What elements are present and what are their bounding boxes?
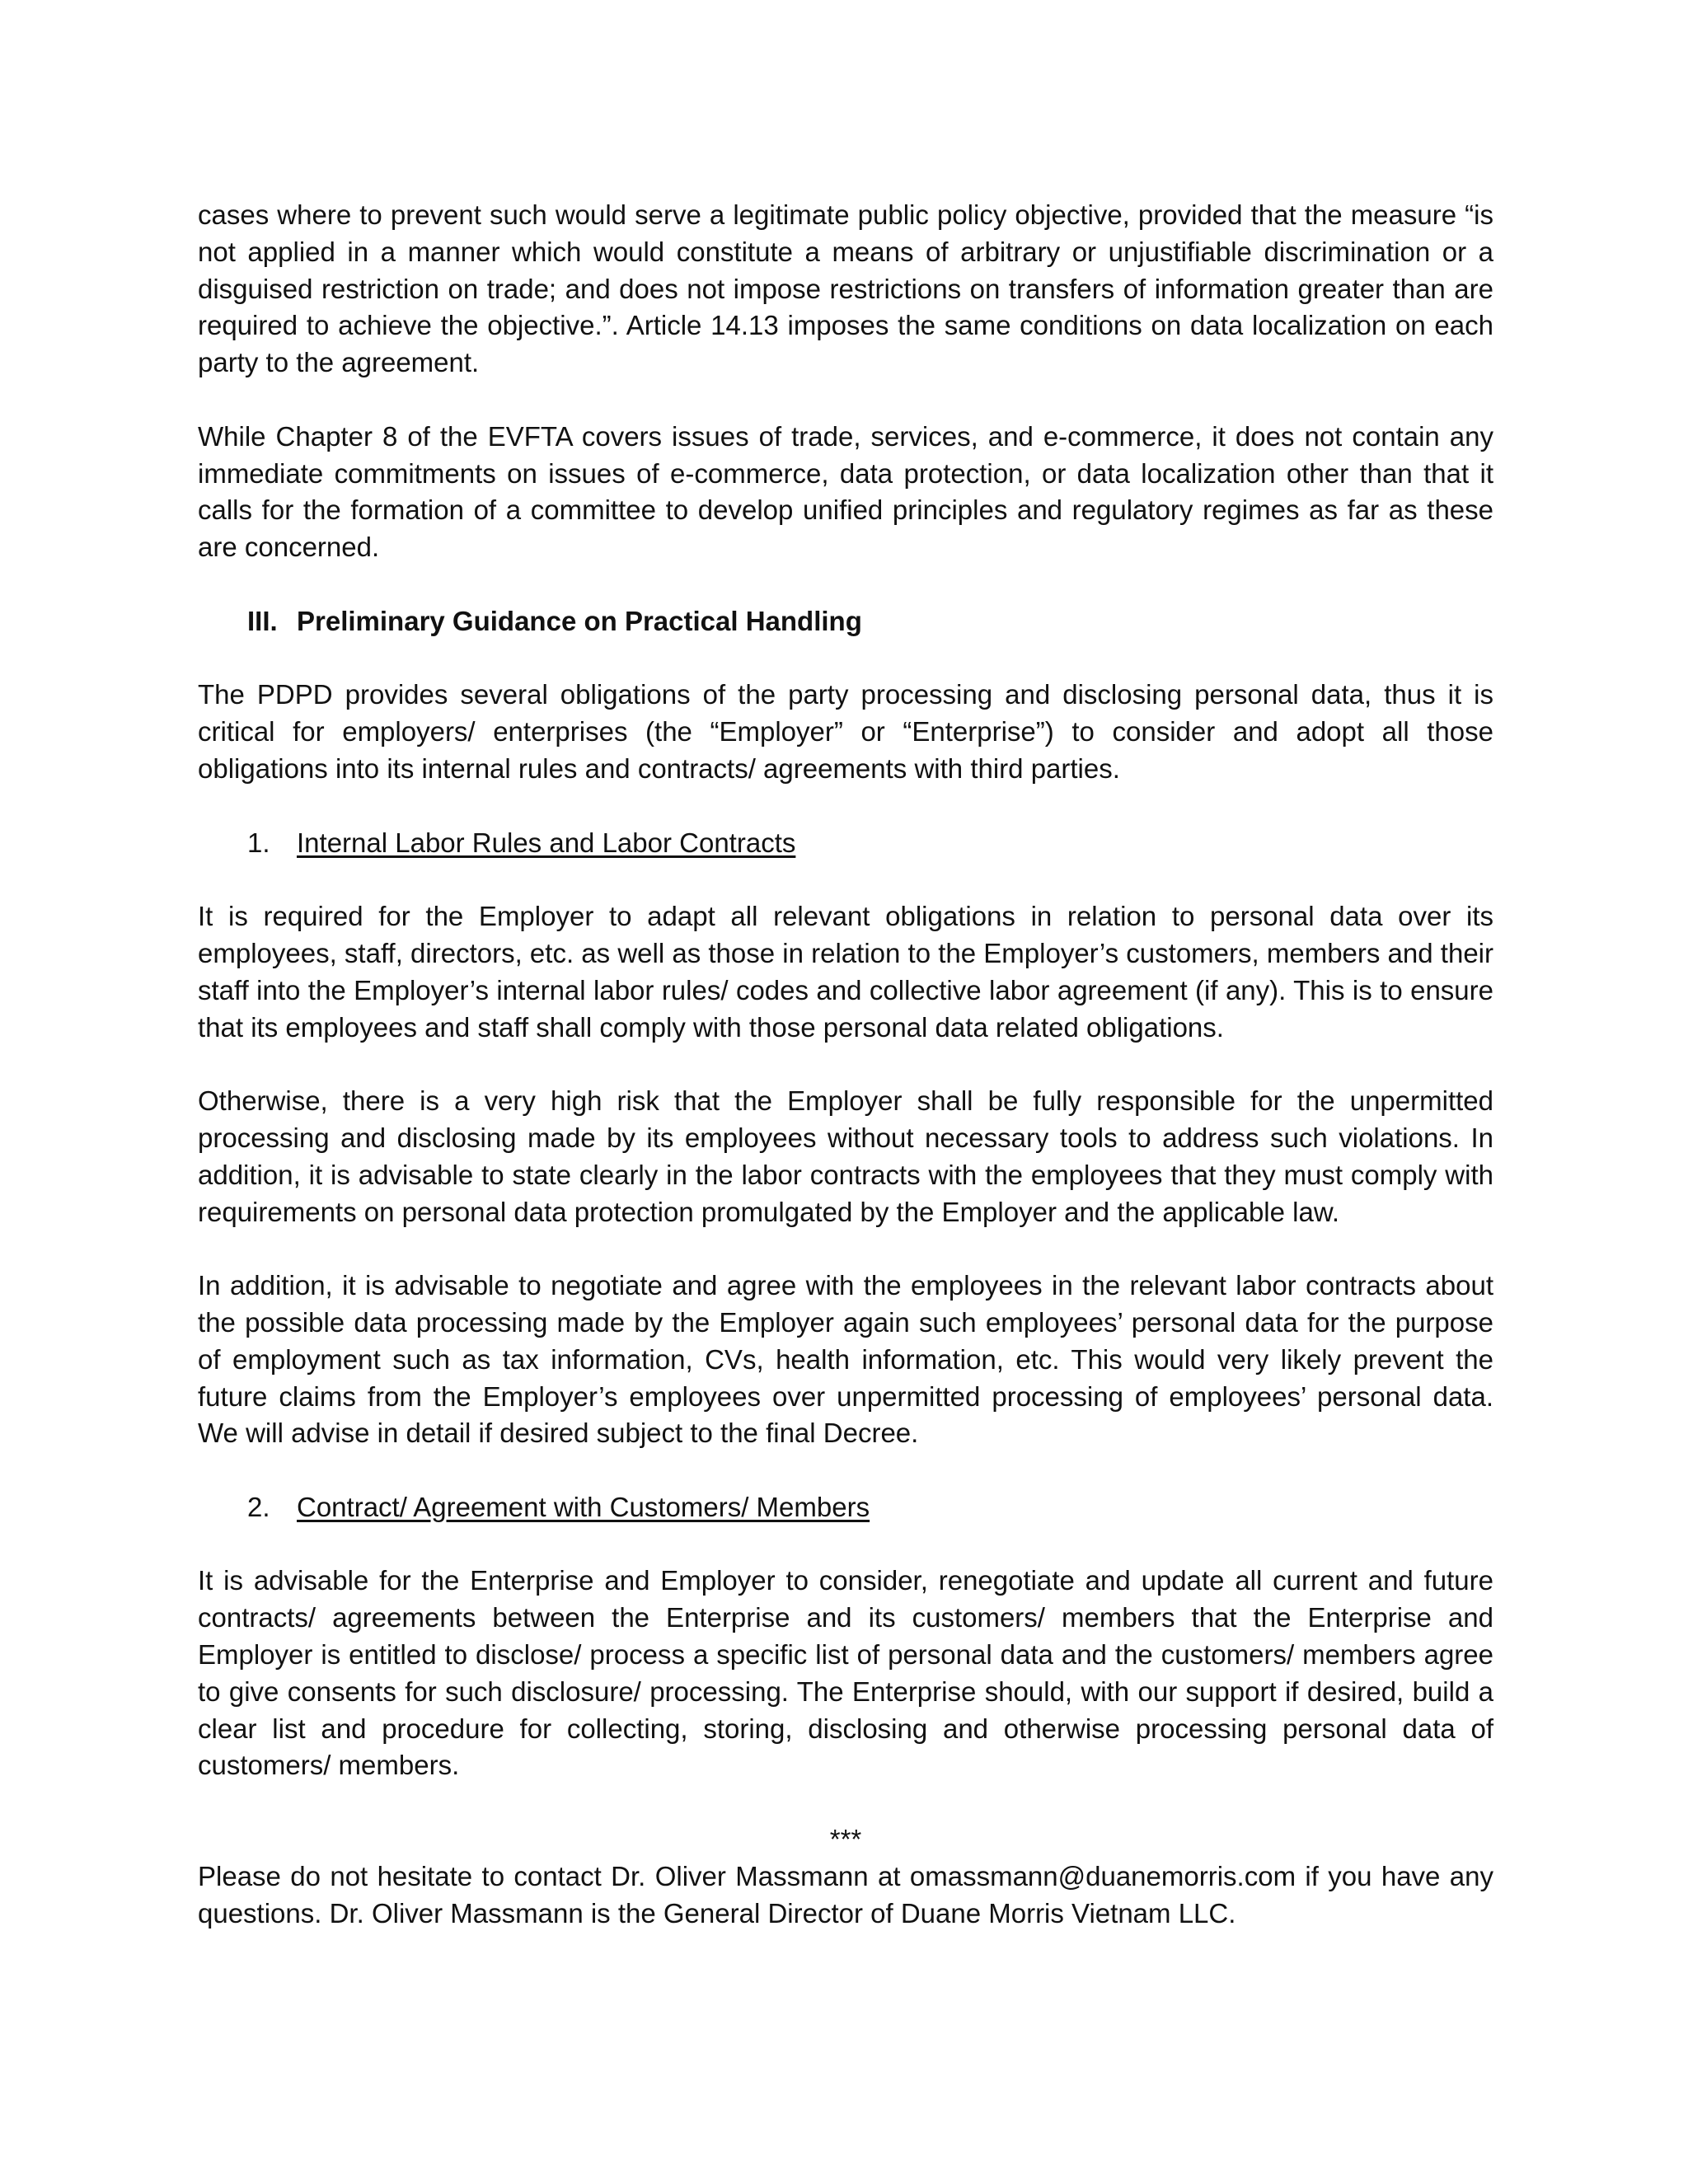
section-title: Preliminary Guidance on Practical Handling [297,605,862,636]
paragraph-evfta-chapter-8: While Chapter 8 of the EVFTA covers issues of trade, services, and e-commerce, it does not contain any immediate commitments on issues of e-commerce, data protection, or data localization other than that it calls for the formation of a committee to develop unified principles and regulatory regimes as far as these are concerned. [198,420,1493,563]
section-heading [198,603,1493,640]
paragraph-internal-rules: It is required for the Employer to adapt all relevant obligations in relation to personal data over its employees, staff, directors, etc. as well as those in relation to the Employer’s customers, members and their staff into the Employer’s internal labor rules/ codes and collective labor agreement (if any). This is to ensure that its employees and staff shall comply with those personal data related obligations. [198,901,1493,1043]
paragraph-contact: Please do not hesitate to contact Dr. Oliver Massmann at omassmann@duanemorris.com if you have any questions. Dr. Oliver Massmann is the General Director of Duane Morris Vietnam LLC. [198,1860,1493,1929]
subsection-heading-2 [198,1489,1493,1526]
subsection-number: 2. [247,1491,270,1522]
paragraph-public-policy: cases where to prevent such would serve a legitimate public policy objective, provided that the measure “is not applied in a manner which would constitute a means of arbitrary or unjustifiable discrimination or a disguised restriction on trade; and does not impose restrictions on transfers of information greater than are required to achieve the objective.”. Article 14.13 imposes the same conditions on data localization on each party to the agreement. [198,199,1493,378]
subsection-title: Internal Labor Rules and Labor Contracts [297,827,796,858]
paragraph-risk: Otherwise, there is a very high risk that the Employer shall be fully responsible for the unpermitted processing and disclosing made by its employees without necessary tools to address such violations. In addition, it is advisable to state clearly in the labor contracts with the employees that they must comply with requirements on personal data protection promulgated by the Employer and the applicable law. [198,1085,1493,1227]
paragraph-pdpd-obligations: The PDPD provides several obligations of the party processing and disclosing personal data, thus it is critical for employers/ enterprises (the “Employer” or “Enterprise”) to consider and adopt all those obligations into its internal rules and contracts/ agreements with third parties. [198,679,1493,784]
document-page [198,197,1493,1932]
subsection-title: Contract/ Agreement with Customers/ Members [297,1491,870,1522]
subsection-heading-1 [198,825,1493,862]
section-number: III. [247,605,278,636]
separator: *** [829,1824,862,1855]
paragraph-customer-contracts: It is advisable for the Enterprise and Employer to consider, renegotiate and update all current and future contracts/ agreements between the Enterprise and its customers/ members that the Enterprise and Employer is entitled to disclose/ process a specific list of personal data and the customers/ members agree to give consents for such disclosure/ processing. The Enterprise should, with our support if desired, build a clear list and procedure for collecting, storing, disclosing and otherwise processing personal data of customers/ members. [198,1565,1493,1781]
subsection-number: 1. [247,827,270,858]
paragraph-labor-contracts: In addition, it is advisable to negotiate and agree with the employees in the relevant labor contracts about the possible data processing made by the Employer again such employees’ personal data for the purpose of employment such as tax information, CVs, health information, etc. This would very likely prevent the future claims from the Employer’s employees over unpermitted processing of employees’ personal data. We will advise in detail if desired subject to the final Decree. [198,1270,1493,1449]
